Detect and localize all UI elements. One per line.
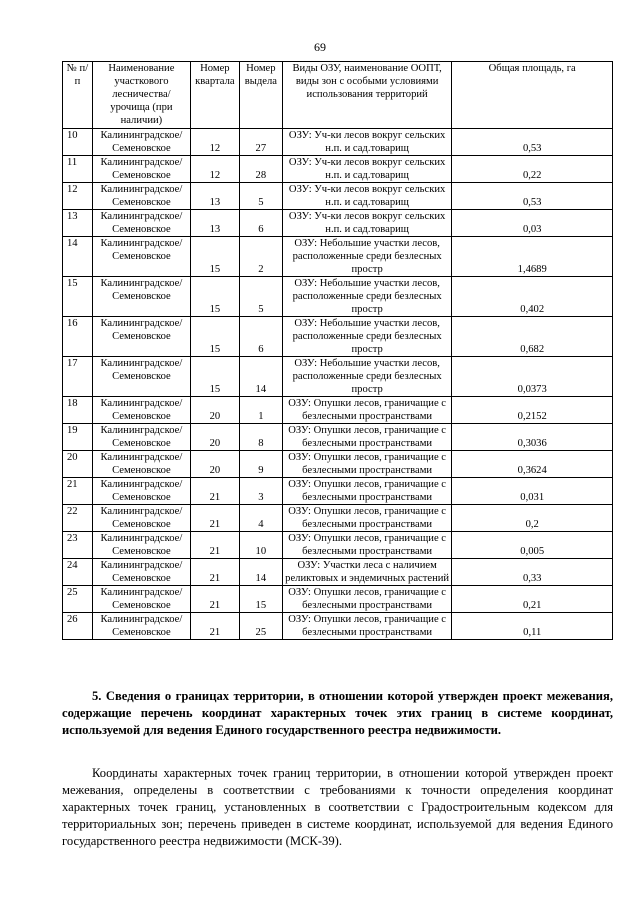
row-number: 25: [63, 586, 93, 613]
row-vydel: 14: [239, 357, 282, 397]
forestry-name-line1: Калининградское/: [100, 130, 183, 141]
row-area: 0,005: [452, 532, 613, 559]
row-vydel: 25: [239, 613, 282, 640]
row-area: 0,11: [452, 613, 613, 640]
forestry-name-line2: Семеновское: [112, 331, 171, 342]
forestry-name-line2: Семеновское: [112, 600, 171, 611]
row-type: ОЗУ: Опушки лесов, граничащие с безлесными пространствами: [282, 505, 452, 532]
table-row: [63, 210, 613, 237]
section-5-paragraph: [62, 765, 613, 850]
table-row: [63, 129, 613, 156]
section-5-paragraph-text: Координаты характерных точек границ территории, в отношении которой утвержден проект межевания, определены в соответствии с требованиями к точности определения координат характерных точек границ, установленных в соответствии с Градостроительным кодексом для территориальных зон; перечень приведен в системе координат, используемой для ведения Единого государственного реестра недвижимости (МСК-39).: [62, 766, 613, 848]
row-number: 19: [63, 424, 93, 451]
forestry-name-line1: Калининградское/: [100, 238, 183, 249]
row-number: 11: [63, 156, 93, 183]
table-row: [63, 183, 613, 210]
table-row: [63, 478, 613, 505]
row-number: 24: [63, 559, 93, 586]
row-number: 21: [63, 478, 93, 505]
row-kvartal: 21: [190, 559, 239, 586]
row-kvartal: 15: [190, 237, 239, 277]
forestry-name-line1: Калининградское/: [100, 506, 183, 517]
row-forestry-name: [92, 586, 190, 613]
forestry-name-line2: Семеновское: [112, 465, 171, 476]
row-vydel: 5: [239, 277, 282, 317]
row-type: ОЗУ: Уч-ки лесов вокруг сельских н.п. и сад.товарищ: [282, 129, 452, 156]
row-kvartal: 15: [190, 357, 239, 397]
row-number: 22: [63, 505, 93, 532]
row-vydel: 8: [239, 424, 282, 451]
forestry-name-line1: Калининградское/: [100, 479, 183, 490]
forestry-name-line2: Семеновское: [112, 224, 171, 235]
row-type: ОЗУ: Участки леса с наличием реликтовых и эндемичных растений: [282, 559, 452, 586]
forestry-name-line2: Семеновское: [112, 170, 171, 181]
row-type: ОЗУ: Опушки лесов, граничащие с безлесными пространствами: [282, 532, 452, 559]
forestry-name-line1: Калининградское/: [100, 560, 183, 571]
row-forestry-name: [92, 397, 190, 424]
row-type: ОЗУ: Уч-ки лесов вокруг сельских н.п. и сад.товарищ: [282, 156, 452, 183]
row-vydel: 14: [239, 559, 282, 586]
row-area: 0,03: [452, 210, 613, 237]
forestry-name-line2: Семеновское: [112, 143, 171, 154]
row-forestry-name: [92, 357, 190, 397]
row-forestry-name: [92, 532, 190, 559]
forestry-name-line1: Калининградское/: [100, 211, 183, 222]
header-vydel: Номер выдела: [239, 62, 282, 129]
row-area: 0,53: [452, 183, 613, 210]
row-number: 18: [63, 397, 93, 424]
forestry-name-line1: Калининградское/: [100, 533, 183, 544]
row-vydel: 3: [239, 478, 282, 505]
forestry-name-line2: Семеновское: [112, 291, 171, 302]
section-5-heading: [62, 688, 613, 739]
row-area: 0,22: [452, 156, 613, 183]
row-forestry-name: [92, 210, 190, 237]
table-row: [63, 424, 613, 451]
row-area: 0,402: [452, 277, 613, 317]
forestry-name-line1: Калининградское/: [100, 358, 183, 369]
row-forestry-name: [92, 559, 190, 586]
row-number: 20: [63, 451, 93, 478]
forestry-name-line2: Семеновское: [112, 371, 171, 382]
row-type: ОЗУ: Опушки лесов, граничащие с безлесными пространствами: [282, 397, 452, 424]
header-name: Наименование участкового лесничества/урочища (при наличии): [92, 62, 190, 129]
forestry-name-line2: Семеновское: [112, 492, 171, 503]
forestry-name-line1: Калининградское/: [100, 157, 183, 168]
forestry-name-line2: Семеновское: [112, 519, 171, 530]
forestry-name-line1: Калининградское/: [100, 318, 183, 329]
table-row: [63, 277, 613, 317]
row-vydel: 4: [239, 505, 282, 532]
row-type: ОЗУ: Небольшие участки лесов, расположенные среди безлесных простр: [282, 317, 452, 357]
table-body: [63, 129, 613, 640]
forestry-name-line1: Калининградское/: [100, 398, 183, 409]
forestry-name-line2: Семеновское: [112, 546, 171, 557]
row-area: 0,0373: [452, 357, 613, 397]
row-number: 26: [63, 613, 93, 640]
row-area: 0,2: [452, 505, 613, 532]
row-forestry-name: [92, 478, 190, 505]
row-vydel: 6: [239, 210, 282, 237]
page-number: 69: [314, 40, 326, 54]
row-forestry-name: [92, 156, 190, 183]
row-type: ОЗУ: Опушки лесов, граничащие с безлесными пространствами: [282, 586, 452, 613]
row-number: 10: [63, 129, 93, 156]
row-forestry-name: [92, 277, 190, 317]
row-area: 0,33: [452, 559, 613, 586]
header-num: № п/п: [63, 62, 93, 129]
row-number: 14: [63, 237, 93, 277]
row-forestry-name: [92, 505, 190, 532]
row-vydel: 1: [239, 397, 282, 424]
row-number: 12: [63, 183, 93, 210]
row-area: 0,53: [452, 129, 613, 156]
table-row: [63, 357, 613, 397]
row-number: 13: [63, 210, 93, 237]
table-row: [63, 397, 613, 424]
row-type: ОЗУ: Уч-ки лесов вокруг сельских н.п. и сад.товарищ: [282, 210, 452, 237]
row-type: ОЗУ: Опушки лесов, граничащие с безлесными пространствами: [282, 478, 452, 505]
forestry-name-line2: Семеновское: [112, 627, 171, 638]
row-type: ОЗУ: Опушки лесов, граничащие с безлесными пространствами: [282, 451, 452, 478]
forestry-name-line1: Калининградское/: [100, 184, 183, 195]
table-row: [63, 317, 613, 357]
forestry-name-line1: Калининградское/: [100, 614, 183, 625]
row-area: 0,3036: [452, 424, 613, 451]
row-kvartal: 13: [190, 183, 239, 210]
row-kvartal: 13: [190, 210, 239, 237]
forestry-name-line2: Семеновское: [112, 438, 171, 449]
row-vydel: 2: [239, 237, 282, 277]
forestry-name-line1: Калининградское/: [100, 452, 183, 463]
row-kvartal: 21: [190, 478, 239, 505]
table-row: [63, 613, 613, 640]
table-row: [63, 156, 613, 183]
header-area: Общая площадь, га: [452, 62, 613, 129]
row-vydel: 5: [239, 183, 282, 210]
row-kvartal: 12: [190, 156, 239, 183]
row-area: 1,4689: [452, 237, 613, 277]
row-type: ОЗУ: Небольшие участки лесов, расположенные среди безлесных простр: [282, 357, 452, 397]
row-kvartal: 20: [190, 424, 239, 451]
table-row: [63, 505, 613, 532]
row-forestry-name: [92, 613, 190, 640]
table-row: [63, 451, 613, 478]
row-vydel: 27: [239, 129, 282, 156]
row-forestry-name: [92, 451, 190, 478]
row-kvartal: 12: [190, 129, 239, 156]
row-kvartal: 15: [190, 317, 239, 357]
row-forestry-name: [92, 183, 190, 210]
row-vydel: 28: [239, 156, 282, 183]
table-row: [63, 237, 613, 277]
row-area: 0,031: [452, 478, 613, 505]
row-area: 0,3624: [452, 451, 613, 478]
row-vydel: 6: [239, 317, 282, 357]
row-number: 15: [63, 277, 93, 317]
row-type: ОЗУ: Опушки лесов, граничащие с безлесными пространствами: [282, 424, 452, 451]
row-kvartal: 21: [190, 505, 239, 532]
row-vydel: 9: [239, 451, 282, 478]
header-kvartal: Номер квартала: [190, 62, 239, 129]
row-vydel: 10: [239, 532, 282, 559]
table-row: [63, 532, 613, 559]
row-kvartal: 21: [190, 613, 239, 640]
row-forestry-name: [92, 317, 190, 357]
forest-plots-table: [62, 61, 613, 640]
section-5-heading-text: 5. Сведения о границах территории, в отношении которой утвержден проект межевания, содержащие перечень координат характерных точек этих границ в системе координат, используемой для ведения Единого государственного реестра недвижимости.: [62, 689, 613, 737]
row-vydel: 15: [239, 586, 282, 613]
row-kvartal: 21: [190, 532, 239, 559]
row-area: 0,21: [452, 586, 613, 613]
forestry-name-line1: Калининградское/: [100, 425, 183, 436]
forestry-name-line2: Семеновское: [112, 197, 171, 208]
row-forestry-name: [92, 237, 190, 277]
forestry-name-line2: Семеновское: [112, 251, 171, 262]
row-forestry-name: [92, 424, 190, 451]
table-row: [63, 586, 613, 613]
table-row: [63, 559, 613, 586]
row-kvartal: 15: [190, 277, 239, 317]
row-type: ОЗУ: Опушки лесов, граничащие с безлесными пространствами: [282, 613, 452, 640]
header-type: Виды ОЗУ, наименование ООПТ, виды зон с особыми условиями использования территорий: [282, 62, 452, 129]
row-kvartal: 21: [190, 586, 239, 613]
forestry-name-line1: Калининградское/: [100, 278, 183, 289]
forestry-name-line2: Семеновское: [112, 573, 171, 584]
row-type: ОЗУ: Уч-ки лесов вокруг сельских н.п. и сад.товарищ: [282, 183, 452, 210]
table-header-row: [63, 62, 613, 129]
row-kvartal: 20: [190, 397, 239, 424]
row-number: 16: [63, 317, 93, 357]
row-area: 0,2152: [452, 397, 613, 424]
row-type: ОЗУ: Небольшие участки лесов, расположенные среди безлесных простр: [282, 277, 452, 317]
row-type: ОЗУ: Небольшие участки лесов, расположенные среди безлесных простр: [282, 237, 452, 277]
row-area: 0,682: [452, 317, 613, 357]
row-forestry-name: [92, 129, 190, 156]
row-kvartal: 20: [190, 451, 239, 478]
row-number: 17: [63, 357, 93, 397]
forestry-name-line1: Калининградское/: [100, 587, 183, 598]
forestry-name-line2: Семеновское: [112, 411, 171, 422]
row-number: 23: [63, 532, 93, 559]
